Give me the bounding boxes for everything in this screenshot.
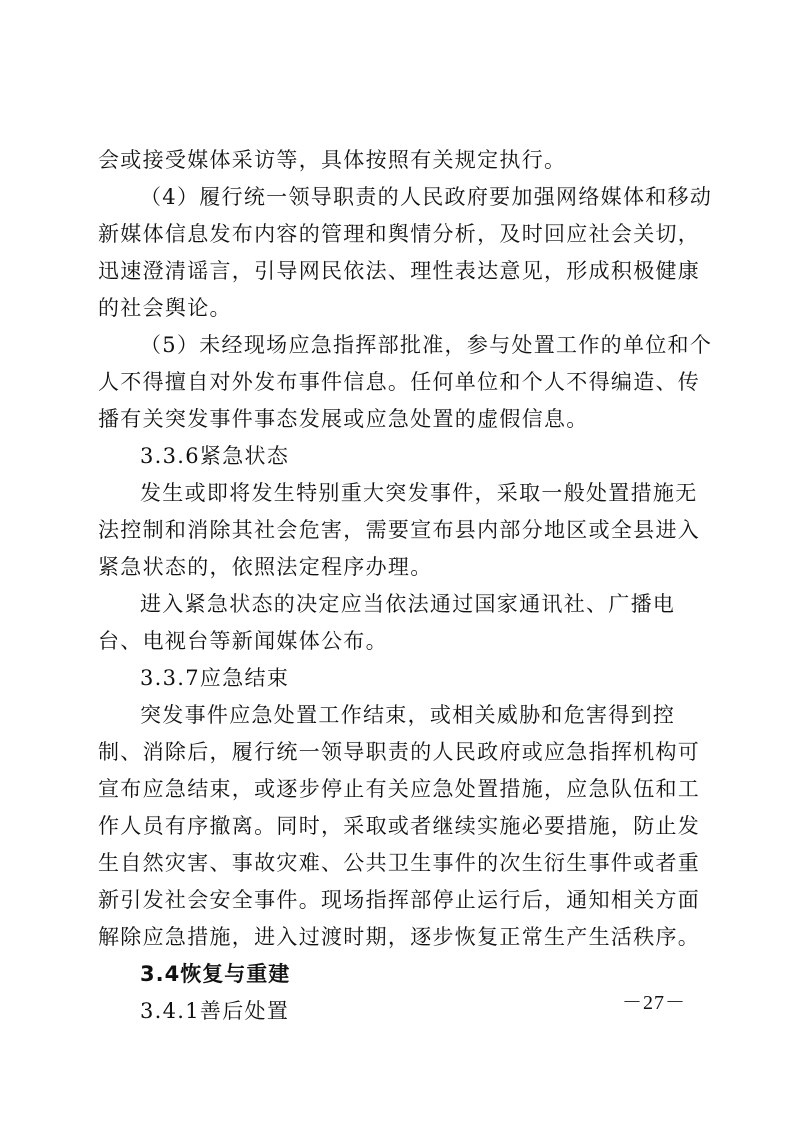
section-heading-3-4-1: 3.4.1善后处置 — [140, 999, 290, 1023]
text-line-4: 迅速澄清谣言，引导网民依法、理性表达意见，形成积极健康 — [98, 259, 701, 283]
text-line-3: 新媒体信息发布内容的管理和舆情分析，及时回应社会关切， — [98, 222, 701, 246]
page-number: －27－ — [622, 992, 686, 1014]
text-line-18: 宣布应急结束，或逐步停止有关应急处置措施，应急队伍和工 — [98, 777, 701, 801]
text-line-1: 会或接受媒体采访等，具体按照有关规定执行。 — [98, 148, 567, 172]
text-line-19: 作人员有序撤离。同时，采取或者继续实施必要措施，防止发 — [98, 814, 701, 838]
text-line-17: 制、消除后，履行统一领导职责的人民政府或应急指挥机构可 — [98, 740, 701, 764]
text-line-6: （5）未经现场应急指挥部批准，参与处置工作的单位和个 — [140, 333, 713, 357]
section-heading-3-3-6: 3.3.6紧急状态 — [140, 444, 290, 468]
text-line-8: 播有关突发事件事态发展或应急处置的虚假信息。 — [98, 407, 589, 431]
text-line-10: 发生或即将发生特别重大突发事件，采取一般处置措施无 — [140, 481, 698, 505]
text-line-5: 的社会舆论。 — [98, 296, 232, 320]
text-line-20: 生自然灾害、事故灾难、公共卫生事件的次生衍生事件或者重 — [98, 851, 701, 875]
text-line-21: 新引发社会安全事件。现场指挥部停止运行后，通知相关方面 — [98, 888, 701, 912]
section-heading-3-4: 3.4恢复与重建 — [140, 962, 291, 986]
text-line-11: 法控制和消除其社会危害，需要宣布县内部分地区或全县进入 — [98, 518, 701, 542]
text-line-2: （4）履行统一领导职责的人民政府要加强网络媒体和移动 — [140, 185, 713, 209]
text-line-7: 人不得擅自对外发布事件信息。任何单位和个人不得编造、传 — [98, 370, 701, 394]
text-line-22: 解除应急措施，进入过渡时期，逐步恢复正常生产生活秩序。 — [98, 925, 701, 949]
text-line-14: 台、电视台等新闻媒体公布。 — [98, 629, 388, 653]
text-line-13: 进入紧急状态的决定应当依法通过国家通讯社、广播电 — [140, 592, 676, 616]
section-heading-3-3-7: 3.3.7应急结束 — [140, 666, 290, 690]
text-line-12: 紧急状态的，依照法定程序办理。 — [98, 555, 433, 579]
text-line-16: 突发事件应急处置工作结束，或相关威胁和危害得到控 — [140, 703, 676, 727]
